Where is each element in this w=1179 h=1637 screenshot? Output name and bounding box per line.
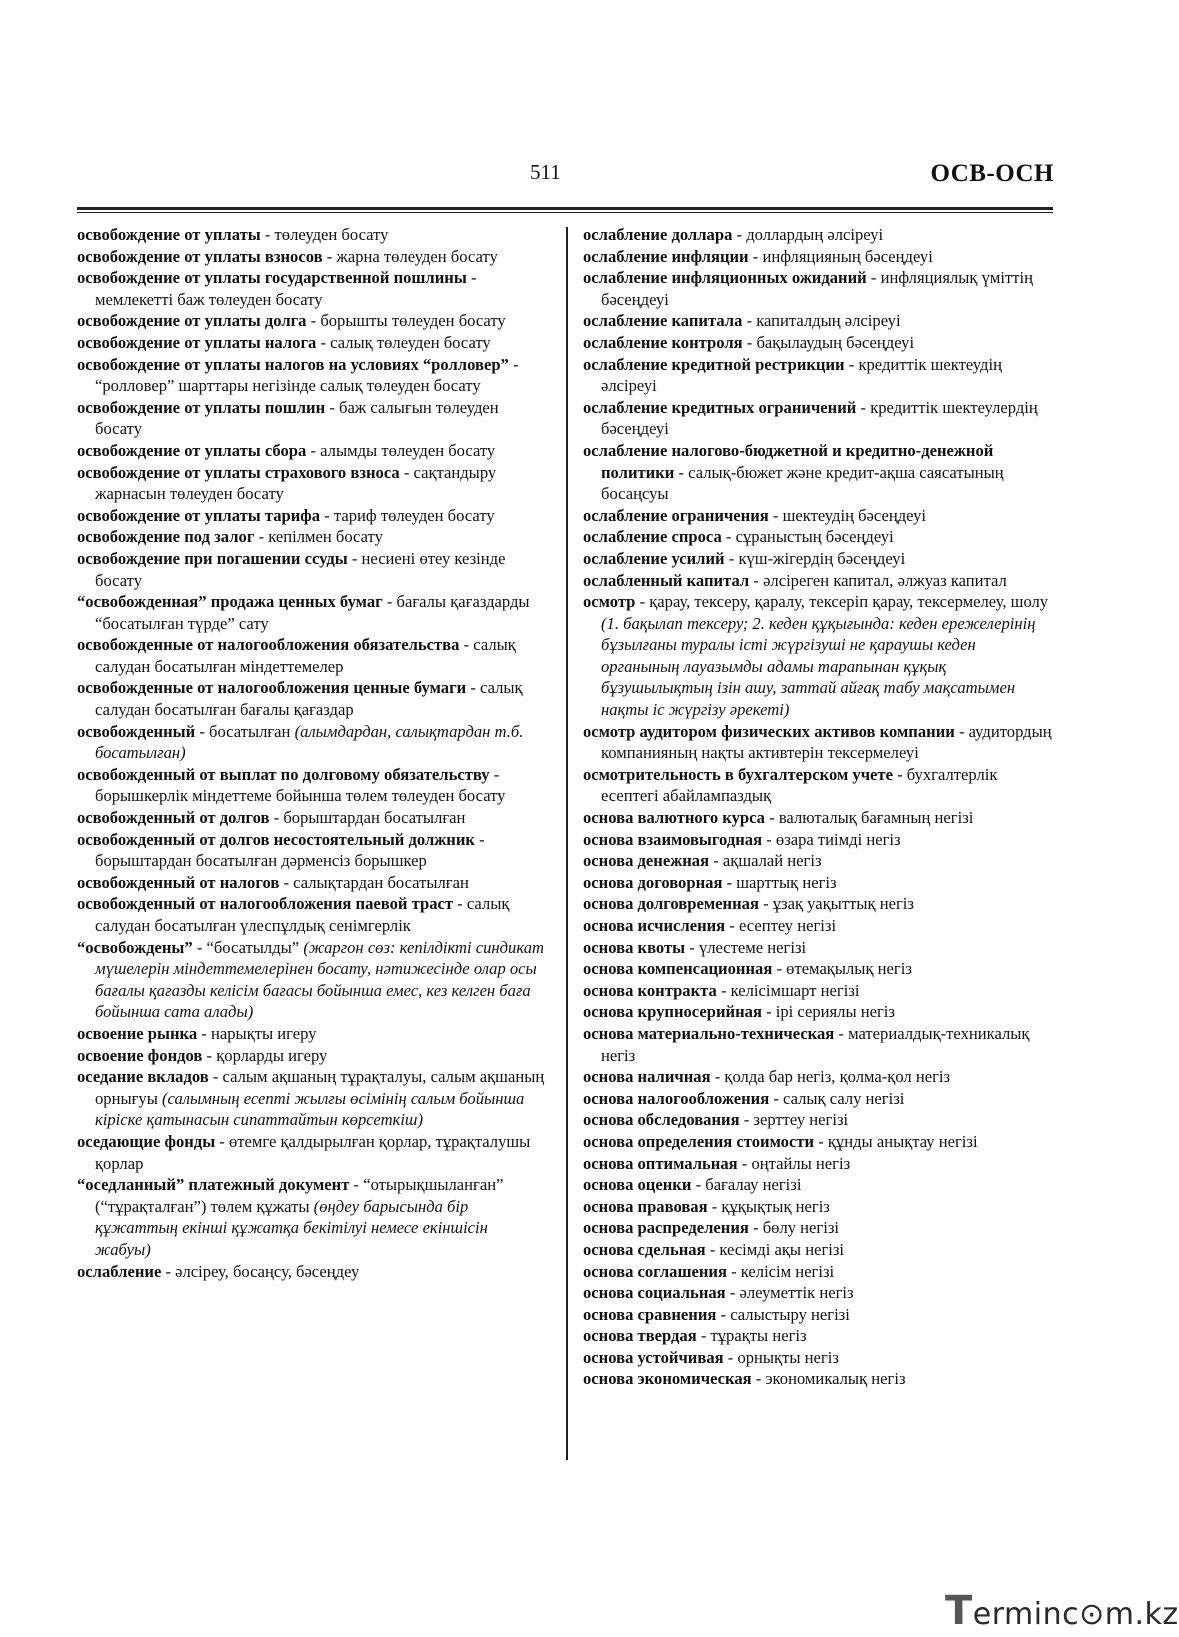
entry-term: основа взаимовыгодная [583, 829, 763, 849]
entry-term: основа контракта [583, 980, 717, 1000]
dictionary-entry [583, 872, 1057, 894]
entry-separator: - [254, 527, 269, 547]
entry-definition: қолда бар негіз, қолма-қол негіз [724, 1067, 951, 1087]
entry-term: основа денежная [583, 851, 710, 871]
entry-separator: - [748, 1218, 763, 1238]
entry-separator: - [705, 1239, 720, 1259]
entry-term: основа экономическая [583, 1369, 752, 1389]
dictionary-entry [77, 1261, 547, 1283]
entry-separator: - [306, 440, 321, 460]
entry-definition: бухгалтерлік есептегі абайлампаздық [601, 764, 998, 806]
entry-definition: салық салу негізі [783, 1088, 905, 1108]
entry-definition: бағалау негізі [705, 1175, 802, 1195]
entry-separator: - [710, 1067, 725, 1087]
entry-definition: салық салудан босатылған міндеттемелер [95, 635, 516, 676]
entry-separator: - [739, 1110, 754, 1130]
entry-separator: - [716, 1304, 731, 1324]
entry-separator: - [347, 548, 362, 568]
dictionary-entry [77, 332, 547, 354]
watermark-letter: T [945, 1588, 973, 1634]
entry-separator: - [466, 678, 481, 698]
dictionary-entry [583, 526, 1057, 548]
entry-term: “освобождены” [77, 937, 193, 957]
entry-definition: материалдық-техникалық негіз [601, 1023, 1030, 1065]
entry-separator: - [768, 505, 783, 525]
entry-separator: - [320, 505, 334, 525]
dictionary-entry [583, 548, 1057, 570]
dictionary-entry [583, 1131, 1057, 1153]
entry-separator: - [489, 764, 500, 784]
entry-separator: - [723, 1347, 738, 1367]
dictionary-entry [583, 1325, 1057, 1347]
dictionary-entry [583, 1023, 1057, 1066]
entry-term: ослабление инфляции [583, 246, 749, 266]
entry-separator: - [764, 808, 779, 828]
entry-term: “освобожденная” продажа ценных бумаг [77, 592, 383, 612]
entry-definition: борышты төлеуден босату [320, 311, 506, 331]
dictionary-entry [583, 850, 1057, 872]
entry-term: ослабление [77, 1261, 162, 1281]
entry-term: освобождение от уплаты долга [77, 311, 307, 331]
entry-separator: - [751, 1369, 766, 1389]
entry-definition: салық төлеуден босату [330, 332, 491, 352]
entry-definition: сақтандыру жарнасын төлеуден босату [95, 462, 497, 504]
entry-separator: - [721, 527, 736, 547]
entry-definition: зерттеу негізі [753, 1110, 849, 1130]
entry-separator: - [466, 268, 477, 288]
entry-definition: кредиттік шектеудің әлсіреуі [601, 354, 1002, 396]
entry-separator: - [742, 332, 757, 352]
entry-definition: доллардың әлсіреуі [746, 225, 884, 244]
entry-definition: аудитордың компанияның нақты активтерін тексермелеуі [601, 721, 1052, 763]
entry-definition: бағалы қағаздарды “босатылған түрде” сату [95, 592, 530, 633]
dictionary-entry [77, 526, 547, 548]
entry-term: ослабление усилий [583, 548, 725, 568]
entry-definition: бөлу негізі [762, 1218, 839, 1238]
entry-term: основа квоты [583, 937, 686, 957]
entry-term: освобождение под залог [77, 527, 255, 547]
left-column [77, 224, 547, 1282]
entry-definition: үлестеме негізі [698, 937, 807, 957]
watermark-logo [945, 1588, 1179, 1634]
entry-separator: - [325, 397, 339, 417]
entry-term: основа договорная [583, 872, 723, 892]
dictionary-entry [77, 440, 547, 462]
dictionary-entry [583, 721, 1057, 764]
entry-definition: салым ақшаның тұрақталуы, салым ақшаның орнығуы [95, 1067, 545, 1108]
page-number: 511 [530, 160, 561, 184]
dictionary-entry [77, 1045, 547, 1067]
entry-definition: әлсіреу, босаңсу, бәсеңдеу [175, 1261, 360, 1281]
entry-term: освобождение от уплаты [77, 225, 261, 244]
dictionary-entry [77, 872, 547, 894]
entry-note: (жаргон сөз: кепілдікті синдикат мүшелерін міндеттемелерінен босату, нәтижесінде олар осы бағалы қағазды келісім бағасы бойынша емес, кез келген баға бойынша сата алады) [95, 937, 544, 1022]
entry-separator: - [215, 1131, 229, 1151]
dictionary-entry [583, 332, 1057, 354]
entry-separator: - [635, 592, 650, 612]
entry-separator: - [724, 548, 739, 568]
dictionary-entry [77, 893, 547, 936]
entry-separator: - [834, 1023, 849, 1043]
entry-separator: - [762, 829, 776, 849]
entry-term: основа материально-техническая [583, 1023, 835, 1043]
entry-term: освобожденные от налогообложения обязательства [77, 635, 460, 655]
entry-definition: ұзақ уақыттық негіз [772, 894, 914, 914]
entry-definition: орнықты негіз [737, 1347, 839, 1367]
entry-term: освоение рынка [77, 1023, 198, 1043]
entry-separator: - [208, 1067, 223, 1087]
entry-definition: капиталдың әлсіреуі [756, 311, 901, 331]
entry-term: основа сдельная [583, 1239, 706, 1259]
dictionary-entry [583, 1153, 1057, 1175]
dictionary-entry [77, 246, 547, 268]
entry-term: основа компенсационная [583, 959, 773, 979]
entry-definition: инфляциялық үміттің бәсеңдеуі [601, 268, 1034, 309]
entry-separator: - [674, 462, 689, 482]
entry-definition: “босатылды” [206, 937, 300, 957]
entry-term: освобождение от уплаты налога [77, 332, 317, 352]
entry-term: ослабление ограничения [583, 505, 769, 525]
entry-term: освобождение от уплаты взносов [77, 246, 323, 266]
entry-term: основа долговременная [583, 894, 759, 914]
entry-term: ослабление доллара [583, 225, 733, 244]
entry-term: ослабление кредитной рестрикции [583, 354, 845, 374]
entry-term: основа распределения [583, 1218, 749, 1238]
entry-separator: - [866, 268, 881, 288]
entry-separator: - [382, 592, 397, 612]
entry-definition: инфляцияның бәсеңдеуі [762, 246, 933, 266]
dictionary-entry [77, 591, 547, 634]
entry-separator: - [749, 570, 764, 590]
dictionary-entry [77, 397, 547, 440]
entry-term: ослабленный капитал [583, 570, 750, 590]
entry-term: основа правовая [583, 1196, 708, 1216]
entry-term: оседание вкладов [77, 1067, 209, 1087]
dictionary-entry [583, 980, 1057, 1002]
entry-definition: шектеудің бәсеңдеуі [782, 505, 927, 525]
entry-term: освобождение от уплаты тарифа [77, 505, 321, 525]
column-divider [566, 227, 568, 1460]
entry-separator: - [475, 829, 485, 849]
entry-term: осмотр [583, 592, 636, 612]
entry-definition: келісім негізі [740, 1261, 835, 1281]
entry-term: основа сравнения [583, 1304, 717, 1324]
entry-definition: салық салудан босатылған бағалы қағаздар [95, 678, 523, 720]
dictionary-entry [77, 267, 547, 310]
entry-separator: - [306, 311, 321, 331]
entry-definition: құқықтық негіз [721, 1196, 830, 1216]
entry-separator: - [742, 311, 757, 331]
entry-separator: - [508, 354, 519, 374]
entry-definition: шарттық негіз [736, 872, 837, 892]
header-rule [77, 207, 1053, 210]
dictionary-entry [77, 1023, 547, 1045]
entry-definition: кесімді ақы негізі [719, 1239, 845, 1259]
dictionary-entry [583, 397, 1057, 440]
page-range-header: ОСВ-ОСН [930, 160, 1054, 187]
entry-note: (салымның есепті жылғы өсімінің салым бойынша кіріске қатынасын сипаттайтын көрсеткіш) [95, 1088, 525, 1130]
entry-definition: сұраныстың бәсеңдеуі [735, 527, 894, 547]
entry-term: основа оптимальная [583, 1153, 738, 1173]
dictionary-entry [77, 1131, 547, 1174]
entry-definition: бақылаудың бәсеңдеуі [756, 332, 915, 352]
entry-separator: - [726, 1261, 741, 1281]
dictionary-entry [77, 310, 547, 332]
entry-separator: - [279, 872, 294, 892]
entry-separator: - [202, 1045, 217, 1065]
entry-term: основа валютного курса [583, 808, 765, 828]
entry-definition: борыштардан босатылған дәрменсіз борышкер [95, 851, 427, 871]
dictionary-entry [77, 224, 547, 246]
entry-term: “оседланный” платежный документ [77, 1175, 350, 1195]
entry-separator: - [260, 225, 275, 244]
dictionary-entry [583, 893, 1057, 915]
entry-definition: тариф төлеуден босату [333, 505, 495, 525]
entry-definition: борыштардан босатылған [283, 808, 466, 828]
entry-note: (алымдардан, салықтардан т.б. босатылған) [95, 721, 524, 763]
entry-definition: әлсіреген капитал, әлжуаз капитал [763, 570, 1007, 590]
entry-definition: борышкерлік міндеттеме бойынша төлем төлеуден босату [95, 786, 506, 806]
entry-separator: - [453, 894, 467, 914]
entry-definition: құнды анықтау негізі [827, 1131, 978, 1151]
entry-term: ослабление спроса [583, 527, 722, 547]
entry-definition: босатылған [209, 721, 291, 741]
entry-term: освобождение от уплаты страхового взноса [77, 462, 400, 482]
entry-separator: - [195, 721, 210, 741]
dictionary-entry [77, 354, 547, 397]
entry-term: освобожденные от налогообложения ценные бумаги [77, 678, 467, 698]
entry-definition: қорларды игеру [216, 1045, 328, 1065]
dictionary-entry [583, 829, 1057, 851]
dictionary-entry [583, 1217, 1057, 1239]
entry-separator: - [349, 1175, 364, 1195]
entry-separator: - [691, 1175, 706, 1195]
entry-note: (өңдеу барысында бір құжаттың екінші құжатқа бекітілуі немесе екіншісін жабуы) [95, 1196, 488, 1259]
entry-term: основа крупносерийная [583, 1002, 762, 1022]
dictionary-entry [583, 310, 1057, 332]
dictionary-entry [77, 548, 547, 591]
entry-definition: ірі сериялы негіз [775, 1002, 895, 1022]
dictionary-entry [583, 1001, 1057, 1023]
entry-term: освоение фондов [77, 1045, 203, 1065]
entry-term: освобождение от уплаты пошлин [77, 397, 326, 417]
entry-separator: - [954, 721, 969, 741]
entry-definition: экономикалық негіз [765, 1369, 906, 1389]
dictionary-entry [583, 1304, 1057, 1326]
entry-separator: - [709, 851, 723, 871]
entry-definition: күш-жігердің бәсеңдеуі [738, 548, 906, 568]
entry-definition: “ролловер” шарттары негізінде салық төлеуден босату [95, 376, 481, 396]
dictionary-entry [583, 937, 1057, 959]
entry-definition: кредиттік шектеулердің бәсеңдеуі [601, 397, 1038, 439]
entry-definition: нарықты игеру [211, 1023, 317, 1043]
entry-separator: - [814, 1131, 828, 1151]
entry-term: осмотрительность в бухгалтерском учете [583, 764, 893, 784]
entry-note: (1. бақылап тексеру; 2. кеден құқығында: кеден ережелерінің бұзылғаны туралы істі жүргізуші не қараушы кеден органының лауазымды адамы тарапынан құқық бұзушылықтың ізін ашу, заттай айғақ табу мақсатымен нақты іс жүргізу әрекеті) [601, 613, 1036, 720]
dictionary-entry [583, 1109, 1057, 1131]
entry-definition: өтемақылық негіз [786, 959, 912, 979]
dictionary-entry [583, 1282, 1057, 1304]
dictionary-entry [583, 1261, 1057, 1283]
entry-term: основа оценки [583, 1175, 692, 1195]
entry-definition: өтемге қалдырылған қорлар, тұрақталушы қорлар [95, 1131, 531, 1173]
entry-definition: салықтардан босатылған [293, 872, 469, 892]
entry-term: освобожденный от долгов несостоятельный должник [77, 829, 475, 849]
entry-definition: салыстыру негізі [730, 1304, 850, 1324]
entry-separator: - [758, 894, 773, 914]
entry-term: освобождение при погашении ссуды [77, 548, 348, 568]
entry-term: ослабление капитала [583, 311, 743, 331]
dictionary-entry [77, 807, 547, 829]
entry-separator: - [761, 1002, 776, 1022]
dictionary-entry [583, 915, 1057, 937]
entry-term: основа налогообложения [583, 1088, 770, 1108]
entry-definition: тұрақты негіз [710, 1326, 807, 1346]
dictionary-entry [583, 267, 1057, 310]
entry-definition: қарау, тексеру, қаралу, тексеріп қарау, тексермелеу, шолу [649, 592, 1049, 612]
entry-term: ослабление налогово-бюджетной и кредитно-денежной политики [583, 440, 994, 482]
entry-term: освобожденный от налогообложения паевой траст [77, 894, 454, 914]
entry-term: освобождение от уплаты налогов на условиях “ролловер” [77, 354, 509, 374]
entry-separator: - [192, 937, 207, 957]
entry-definition: алымды төлеуден босату [320, 440, 496, 460]
entry-term: освобождение от уплаты государственной пошлины [77, 268, 467, 288]
entry-separator: - [732, 225, 747, 244]
dictionary-entry [583, 1368, 1057, 1390]
entry-separator: - [725, 1283, 740, 1303]
entry-definition: оңтайлы негіз [751, 1153, 851, 1173]
dictionary-entry [583, 505, 1057, 527]
dictionary-entry [77, 677, 547, 720]
entry-separator: - [316, 332, 331, 352]
entry-separator: - [459, 635, 474, 655]
entry-separator: - [696, 1326, 711, 1346]
entry-separator: - [161, 1261, 176, 1281]
dictionary-entry [77, 634, 547, 677]
entry-separator: - [772, 959, 787, 979]
entry-definition: салық-бюжет және кредит-ақша саясатының босаңсуы [601, 462, 1004, 504]
dictionary-entry [583, 570, 1057, 592]
dictionary-entry [583, 1196, 1057, 1218]
dictionary-entry [583, 591, 1057, 721]
dictionary-entry [583, 1239, 1057, 1261]
dictionary-entry [583, 246, 1057, 268]
entry-separator: - [769, 1088, 784, 1108]
entry-separator: - [716, 980, 731, 1000]
entry-separator: - [269, 808, 284, 828]
entry-term: оседающие фонды [77, 1131, 216, 1151]
entry-definition: несиені өтеу кезінде босату [95, 548, 506, 590]
entry-separator: - [725, 916, 739, 935]
dictionary-entry [583, 440, 1057, 505]
entry-term: ослабление кредитных ограничений [583, 397, 857, 417]
entry-definition: баж салығын төлеуден босату [95, 397, 499, 439]
entry-definition: “отырықшыланған” (“тұрақталған”) төлем құжаты [95, 1175, 504, 1216]
entry-definition: жарна төлеуден босату [336, 246, 498, 266]
entry-term: ослабление контроля [583, 332, 743, 352]
dictionary-entry [583, 807, 1057, 829]
entry-term: ослабление инфляционных ожиданий [583, 268, 867, 288]
watermark-text: erminc⊙m.kz [972, 1597, 1179, 1632]
entry-term: основа определения стоимости [583, 1131, 815, 1151]
dictionary-entry [77, 937, 547, 1023]
entry-term: освобожденный от долгов [77, 808, 270, 828]
dictionary-entry [583, 1174, 1057, 1196]
entry-term: основа соглашения [583, 1261, 727, 1281]
dictionary-entry [583, 1347, 1057, 1369]
entry-definition: кепілмен босату [268, 527, 383, 547]
entry-term: освобожденный от налогов [77, 872, 280, 892]
entry-definition: мемлекетті баж төлеуден босату [95, 289, 323, 309]
dictionary-entry [77, 1066, 547, 1131]
right-column [583, 224, 1057, 1390]
entry-term: освобождение от уплаты сбора [77, 440, 307, 460]
entry-term: освобожденный [77, 721, 196, 741]
dictionary-entry [583, 764, 1057, 807]
entry-separator: - [685, 937, 699, 957]
entry-definition: салық салудан босатылған үлеспұлдық сенімгерлік [95, 894, 510, 935]
entry-definition: әлеуметтік негіз [739, 1283, 854, 1303]
dictionary-entry [77, 1174, 547, 1260]
entry-separator: - [707, 1196, 722, 1216]
dictionary-entry [77, 764, 547, 807]
entry-definition: валюталық бағамның негізі [778, 808, 974, 828]
entry-separator: - [197, 1023, 211, 1043]
entry-definition: өзара тиімді негіз [775, 829, 901, 849]
entry-definition: келісімшарт негізі [730, 980, 860, 1000]
dictionary-entry [77, 462, 547, 505]
dictionary-entry [583, 1066, 1057, 1088]
entry-separator: - [748, 246, 763, 266]
entry-definition: төлеуден босату [274, 225, 389, 244]
dictionary-entry [583, 354, 1057, 397]
dictionary-entry [77, 505, 547, 527]
entry-term: освобожденный от выплат по долговому обязательству [77, 764, 490, 784]
entry-term: основа устойчивая [583, 1347, 724, 1367]
entry-term: осмотр аудитором физических активов компании [583, 721, 955, 741]
entry-definition: есептеу негізі [739, 916, 837, 935]
dictionary-entry [583, 224, 1057, 246]
entry-term: основа исчисления [583, 916, 726, 935]
entry-separator: - [722, 872, 737, 892]
entry-term: основа твердая [583, 1326, 697, 1346]
dictionary-entry [583, 958, 1057, 980]
entry-term: основа наличная [583, 1067, 711, 1087]
entry-term: основа социальная [583, 1283, 726, 1303]
entry-separator: - [737, 1153, 752, 1173]
header-rule-thin [77, 212, 1053, 213]
entry-separator: - [856, 397, 871, 417]
dictionary-entry [77, 829, 547, 872]
entry-separator: - [322, 246, 337, 266]
entry-term: основа обследования [583, 1110, 740, 1130]
dictionary-entry [583, 1088, 1057, 1110]
entry-separator: - [399, 462, 414, 482]
entry-separator: - [844, 354, 859, 374]
entry-separator: - [892, 764, 907, 784]
dictionary-entry [77, 721, 547, 764]
entry-definition: ақшалай негіз [722, 851, 822, 871]
